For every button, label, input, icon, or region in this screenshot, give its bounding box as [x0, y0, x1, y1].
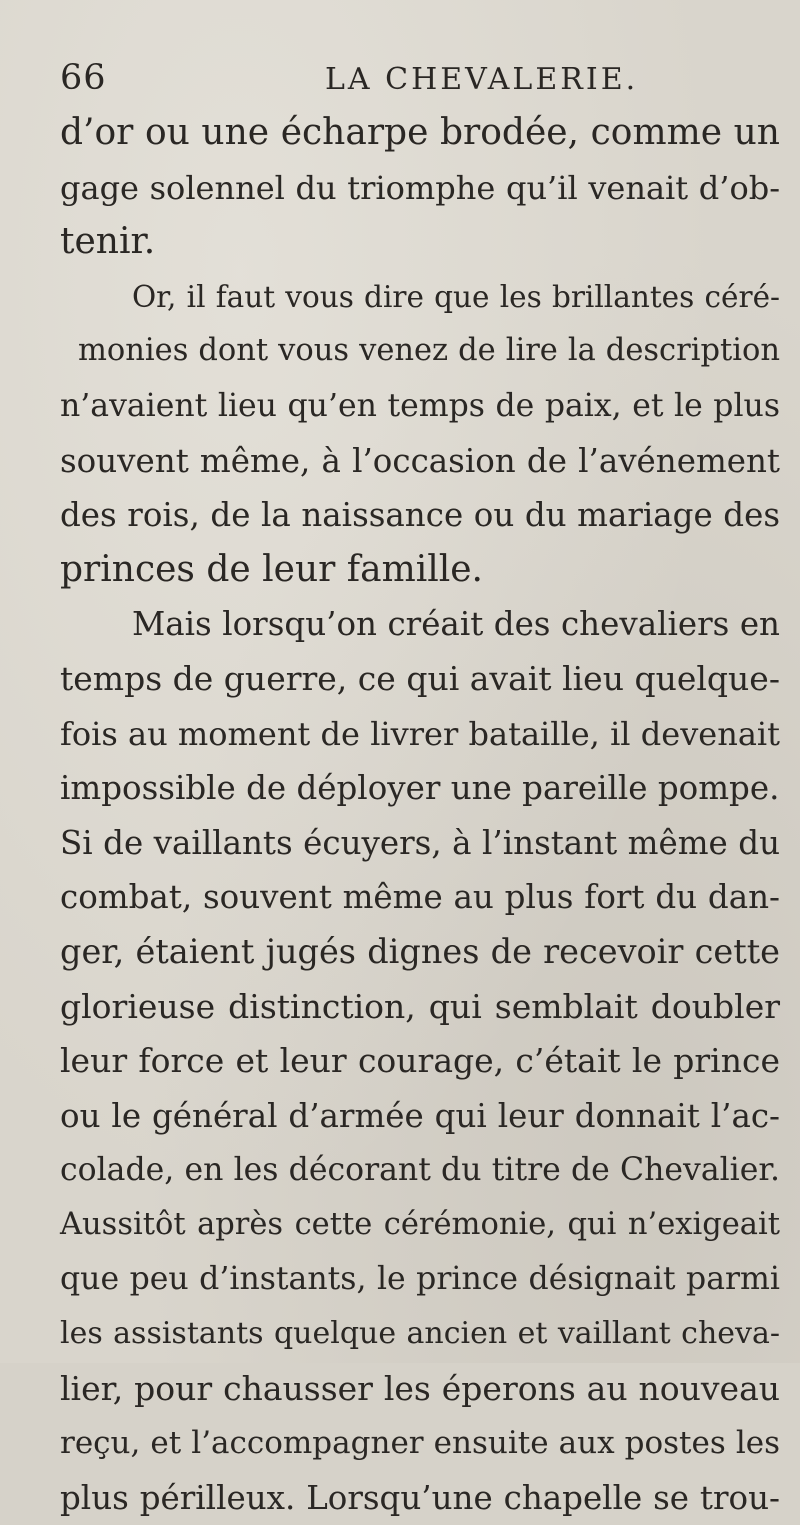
- text-line: n’avaient lieu qu’en temps de paix, et le plus: [60, 387, 780, 424]
- text-line: Or, il faut vous dire que les brillantes céré-: [132, 279, 780, 314]
- text-line: tenir.: [60, 221, 156, 263]
- text-line: les assistants quelque ancien et vaillant cheva-: [60, 1316, 780, 1352]
- text-line: monies dont vous venez de lire la description: [78, 333, 780, 369]
- text-line: princes de leur famille.: [60, 548, 483, 590]
- text-line: gage solennel du triomphe qu’il venait d’ob-: [60, 168, 780, 207]
- page-number: 66: [60, 58, 107, 98]
- text-line: que peu d’instants, le prince désignait parmi: [60, 1261, 780, 1298]
- text-line: Mais lorsqu’on créait des chevaliers en: [132, 605, 780, 644]
- text-line: Si de vaillants écuyers, à l’instant même du: [60, 823, 780, 862]
- text-line: leur force et leur courage, c’était le prince: [60, 1041, 780, 1081]
- text-line: d’or ou une écharpe brodée, comme un: [60, 112, 780, 153]
- text-line: temps de guerre, ce qui avait lieu quelque-: [60, 658, 780, 698]
- text-line: colade, en les décorant du titre de Chevalier.: [60, 1152, 780, 1189]
- text-line: lier, pour chausser les éperons au nouveau: [60, 1368, 780, 1408]
- body-text: [60, 106, 780, 1525]
- text-line: glorieuse distinction, qui semblait doubler: [60, 986, 780, 1026]
- text-line: Aussitôt après cette cérémonie, qui n’exigeait: [60, 1206, 780, 1242]
- text-line: plus périlleux. Lorsqu’une chapelle se trou-: [60, 1478, 780, 1517]
- running-title: LA CHEVALERIE.: [325, 62, 639, 97]
- text-line: ou le général d’armée qui leur donnait l’ac-: [60, 1096, 780, 1135]
- text-line: des rois, de la naissance ou du mariage des: [60, 496, 780, 535]
- text-line: souvent même, à l’occasion de l’avénement: [60, 441, 780, 480]
- page-header: [60, 58, 760, 104]
- text-line: reçu, et l’accompagner ensuite aux postes les: [60, 1425, 780, 1462]
- text-line: ger, étaient jugés dignes de recevoir cette: [60, 931, 780, 971]
- text-line: impossible de déployer une pareille pompe.: [60, 769, 780, 808]
- text-line: combat, souvent même au plus fort du dan-: [60, 878, 780, 917]
- text-line: fois au moment de livrer bataille, il devenait: [60, 714, 780, 753]
